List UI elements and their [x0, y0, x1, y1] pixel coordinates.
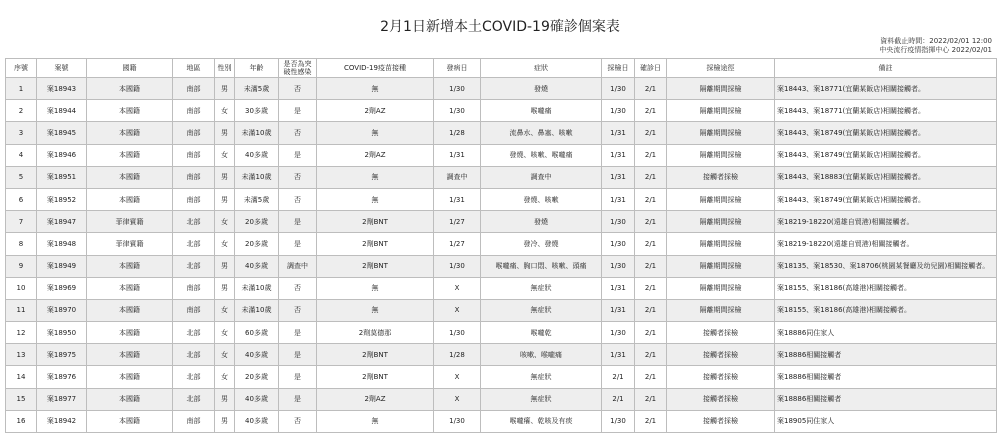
- report-meta: [879, 37, 992, 55]
- table-cell: 是: [279, 144, 317, 166]
- table-cell: 無: [317, 299, 434, 321]
- table-cell: 接觸者採檢: [667, 322, 775, 344]
- table-cell: 未滿10歲: [235, 299, 279, 321]
- table-cell: 案18443、案18749(宜蘭某飯店)相關接觸者。: [775, 122, 997, 144]
- table-cell: 北部: [173, 322, 215, 344]
- table-cell: 男: [215, 255, 235, 277]
- table-row: [6, 144, 997, 166]
- table-cell: 2劑BNT: [317, 211, 434, 233]
- table-cell: 否: [279, 277, 317, 299]
- table-cell: 菲律賓籍: [87, 233, 173, 255]
- table-cell: 20多歲: [235, 211, 279, 233]
- table-cell: 無症狀: [481, 277, 602, 299]
- table-cell: 1/30: [434, 322, 481, 344]
- table-cell: 隔離期間採檢: [667, 211, 775, 233]
- table-row: [6, 255, 997, 277]
- column-header: 性別: [215, 59, 235, 78]
- table-cell: 4: [6, 144, 37, 166]
- table-cell: 咳嗽、喉嚨痛: [481, 344, 602, 366]
- table-cell: 13: [6, 344, 37, 366]
- table-cell: 2劑BNT: [317, 233, 434, 255]
- table-cell: 1/31: [434, 188, 481, 210]
- table-cell: 案18975: [37, 344, 87, 366]
- table-cell: 40多歲: [235, 255, 279, 277]
- column-header: 國籍: [87, 59, 173, 78]
- table-cell: 案18443、案18749(宜蘭某飯店)相關接觸者。: [775, 144, 997, 166]
- table-cell: 北部: [173, 388, 215, 410]
- table-cell: 40多歲: [235, 344, 279, 366]
- table-cell: 案18947: [37, 211, 87, 233]
- table-cell: 未滿5歲: [235, 188, 279, 210]
- table-cell: 1/30: [434, 78, 481, 100]
- table-cell: 隔離期間採檢: [667, 188, 775, 210]
- table-cell: 1/30: [602, 100, 635, 122]
- table-cell: 菲律賓籍: [87, 211, 173, 233]
- column-header: 年齡: [235, 59, 279, 78]
- table-cell: 女: [215, 233, 235, 255]
- table-cell: 無: [317, 410, 434, 432]
- column-header: COVID-19疫苗接種: [317, 59, 434, 78]
- table-cell: 2/1: [635, 166, 667, 188]
- table-cell: 10: [6, 277, 37, 299]
- table-cell: 喉嚨癢、乾咳及有痰: [481, 410, 602, 432]
- table-cell: 是: [279, 388, 317, 410]
- table-cell: 隔離期間採檢: [667, 144, 775, 166]
- table-cell: 南部: [173, 100, 215, 122]
- table-cell: 30多歲: [235, 100, 279, 122]
- table-cell: 未滿10歲: [235, 166, 279, 188]
- table-cell: 隔離期間採檢: [667, 277, 775, 299]
- table-cell: 本國籍: [87, 144, 173, 166]
- table-cell: 2/1: [602, 366, 635, 388]
- table-cell: 是: [279, 211, 317, 233]
- table-row: [6, 322, 997, 344]
- table-cell: 男: [215, 388, 235, 410]
- column-header: 採檢日: [602, 59, 635, 78]
- table-cell: 1/27: [434, 233, 481, 255]
- table-cell: 20多歲: [235, 233, 279, 255]
- table-cell: 案18886同住家人: [775, 322, 997, 344]
- table-cell: 案18944: [37, 100, 87, 122]
- table-cell: 發燒: [481, 211, 602, 233]
- table-cell: 案18219-18220(遠雄自貿港)相關接觸者。: [775, 211, 997, 233]
- table-cell: 男: [215, 78, 235, 100]
- table-cell: 1/31: [602, 188, 635, 210]
- table-cell: 否: [279, 122, 317, 144]
- table-cell: 1/31: [434, 144, 481, 166]
- table-cell: 男: [215, 277, 235, 299]
- table-row: [6, 211, 997, 233]
- table-cell: 女: [215, 344, 235, 366]
- table-row: [6, 277, 997, 299]
- column-header: 備註: [775, 59, 997, 78]
- table-cell: 5: [6, 166, 37, 188]
- table-cell: 2/1: [635, 255, 667, 277]
- table-cell: 無: [317, 277, 434, 299]
- table-cell: 是: [279, 100, 317, 122]
- column-header: 發病日: [434, 59, 481, 78]
- table-cell: 2/1: [602, 388, 635, 410]
- table-cell: 調查中: [434, 166, 481, 188]
- table-cell: 否: [279, 299, 317, 321]
- table-cell: 本國籍: [87, 100, 173, 122]
- table-body: [6, 78, 997, 433]
- table-cell: 案18905同住家人: [775, 410, 997, 432]
- table-cell: 南部: [173, 122, 215, 144]
- table-cell: 南部: [173, 410, 215, 432]
- table-cell: 2劑BNT: [317, 255, 434, 277]
- table-cell: 14: [6, 366, 37, 388]
- table-cell: 11: [6, 299, 37, 321]
- table-cell: 否: [279, 188, 317, 210]
- column-header: 確診日: [635, 59, 667, 78]
- table-row: [6, 366, 997, 388]
- table-cell: 16: [6, 410, 37, 432]
- table-cell: 8: [6, 233, 37, 255]
- table-cell: X: [434, 299, 481, 321]
- table-cell: 本國籍: [87, 122, 173, 144]
- table-cell: 未滿10歲: [235, 122, 279, 144]
- table-cell: 接觸者採檢: [667, 388, 775, 410]
- table-cell: 1: [6, 78, 37, 100]
- table-row: [6, 233, 997, 255]
- table-cell: 1/30: [602, 211, 635, 233]
- table-cell: 是: [279, 366, 317, 388]
- table-cell: 案18942: [37, 410, 87, 432]
- table-cell: X: [434, 277, 481, 299]
- table-cell: 2劑AZ: [317, 100, 434, 122]
- column-header: 採檢途徑: [667, 59, 775, 78]
- table-row: [6, 166, 997, 188]
- table-cell: 6: [6, 188, 37, 210]
- table-cell: 案18135、案18530、案18706(桃園某餐廳及幼兒園)相關接觸者。: [775, 255, 997, 277]
- table-cell: 南部: [173, 277, 215, 299]
- table-cell: 隔離期間採檢: [667, 78, 775, 100]
- table-cell: 女: [215, 211, 235, 233]
- table-cell: 接觸者採檢: [667, 366, 775, 388]
- table-cell: 案18969: [37, 277, 87, 299]
- table-row: [6, 299, 997, 321]
- table-cell: 2/1: [635, 100, 667, 122]
- table-cell: 是: [279, 344, 317, 366]
- table-cell: 2: [6, 100, 37, 122]
- table-cell: 案18948: [37, 233, 87, 255]
- table-row: [6, 122, 997, 144]
- table-cell: 接觸者採檢: [667, 410, 775, 432]
- table-cell: 案18946: [37, 144, 87, 166]
- table-cell: 15: [6, 388, 37, 410]
- table-cell: 女: [215, 144, 235, 166]
- table-cell: 本國籍: [87, 166, 173, 188]
- table-cell: 調查中: [279, 255, 317, 277]
- table-header-row: [6, 59, 997, 78]
- table-cell: 1/28: [434, 122, 481, 144]
- table-cell: 40多歲: [235, 144, 279, 166]
- table-cell: 男: [215, 166, 235, 188]
- table-cell: 案18886相關接觸者: [775, 388, 997, 410]
- table-row: [6, 344, 997, 366]
- table-cell: 南部: [173, 78, 215, 100]
- table-cell: 北部: [173, 233, 215, 255]
- table-cell: 無症狀: [481, 299, 602, 321]
- table-cell: 2/1: [635, 144, 667, 166]
- table-cell: 北部: [173, 211, 215, 233]
- table-cell: 案18951: [37, 166, 87, 188]
- table-row: [6, 410, 997, 432]
- table-cell: 1/30: [602, 78, 635, 100]
- table-cell: 南部: [173, 144, 215, 166]
- table-cell: 案18443、案18883(宜蘭某飯店)相關接觸者。: [775, 166, 997, 188]
- table-cell: 是: [279, 322, 317, 344]
- table-cell: 無: [317, 78, 434, 100]
- column-header: 症狀: [481, 59, 602, 78]
- table-cell: 1/30: [602, 255, 635, 277]
- table-cell: 本國籍: [87, 410, 173, 432]
- table-cell: 1/31: [602, 122, 635, 144]
- table-cell: 1/31: [602, 299, 635, 321]
- table-cell: 1/31: [602, 344, 635, 366]
- table-cell: 無: [317, 122, 434, 144]
- table-cell: 南部: [173, 166, 215, 188]
- table-cell: 2/1: [635, 188, 667, 210]
- table-cell: 1/27: [434, 211, 481, 233]
- table-cell: 否: [279, 410, 317, 432]
- table-cell: 隔離期間採檢: [667, 122, 775, 144]
- table-cell: 9: [6, 255, 37, 277]
- table-cell: 調查中: [481, 166, 602, 188]
- table-cell: 2/1: [635, 410, 667, 432]
- table-cell: 隔離期間採檢: [667, 100, 775, 122]
- table-row: [6, 388, 997, 410]
- table-cell: 發燒: [481, 78, 602, 100]
- table-cell: 無: [317, 188, 434, 210]
- table-cell: 1/30: [434, 410, 481, 432]
- table-cell: 本國籍: [87, 78, 173, 100]
- table-cell: 1/31: [602, 166, 635, 188]
- table-cell: 案18443、案18771(宜蘭某飯店)相關接觸者。: [775, 100, 997, 122]
- table-cell: 隔離期間採檢: [667, 255, 775, 277]
- table-cell: 2/1: [635, 122, 667, 144]
- table-cell: 案18886相關接觸者: [775, 344, 997, 366]
- table-cell: 發冷、發燒: [481, 233, 602, 255]
- table-cell: 1/31: [602, 277, 635, 299]
- table-cell: 2劑莫德那: [317, 322, 434, 344]
- table-cell: 喉嚨痛、胸口悶、咳嗽、頭痛: [481, 255, 602, 277]
- table-cell: 案18219-18220(遠雄自貿港)相關接觸者。: [775, 233, 997, 255]
- table-cell: 2/1: [635, 344, 667, 366]
- table-cell: 1/30: [434, 100, 481, 122]
- table-cell: 南部: [173, 188, 215, 210]
- table-cell: 本國籍: [87, 277, 173, 299]
- table-cell: 隔離期間採檢: [667, 233, 775, 255]
- table-cell: 2/1: [635, 299, 667, 321]
- table-cell: 否: [279, 78, 317, 100]
- data-cutoff-time: 資料截止時間：2022/02/01 12:00: [880, 37, 992, 45]
- table-cell: 北部: [173, 344, 215, 366]
- table-cell: 7: [6, 211, 37, 233]
- table-cell: 喉嚨痛: [481, 100, 602, 122]
- table-cell: 無: [317, 166, 434, 188]
- case-table: [5, 58, 997, 433]
- table-cell: 案18155、案18186(高雄港)相關接觸者。: [775, 277, 997, 299]
- table-cell: 案18976: [37, 366, 87, 388]
- table-cell: 2/1: [635, 277, 667, 299]
- table-cell: X: [434, 366, 481, 388]
- table-cell: 接觸者採檢: [667, 344, 775, 366]
- table-cell: 案18950: [37, 322, 87, 344]
- table-cell: 男: [215, 122, 235, 144]
- table-cell: 案18943: [37, 78, 87, 100]
- table-cell: 本國籍: [87, 299, 173, 321]
- page-title: 2月1日新增本土COVID-19確診個案表: [380, 19, 620, 35]
- table-cell: 本國籍: [87, 255, 173, 277]
- table-cell: 本國籍: [87, 388, 173, 410]
- table-cell: 是: [279, 233, 317, 255]
- table-cell: 無症狀: [481, 366, 602, 388]
- table-cell: 2劑AZ: [317, 388, 434, 410]
- table-cell: X: [434, 388, 481, 410]
- table-cell: 男: [215, 410, 235, 432]
- table-cell: 2劑AZ: [317, 144, 434, 166]
- table-cell: 40多歲: [235, 388, 279, 410]
- table-cell: 40多歲: [235, 410, 279, 432]
- table-cell: 20多歲: [235, 366, 279, 388]
- table-cell: 1/31: [602, 144, 635, 166]
- table-row: [6, 100, 997, 122]
- table-cell: 案18886相關接觸者: [775, 366, 997, 388]
- table-cell: 未滿10歲: [235, 277, 279, 299]
- table-cell: 本國籍: [87, 188, 173, 210]
- table-cell: 案18443、案18749(宜蘭某飯店)相關接觸者。: [775, 188, 997, 210]
- column-header: 序號: [6, 59, 37, 78]
- table-cell: 案18443、案18771(宜蘭某飯店)相關接觸者。: [775, 78, 997, 100]
- table-cell: 否: [279, 166, 317, 188]
- table-cell: 案18155、案18186(高雄港)相關接觸者。: [775, 299, 997, 321]
- table-cell: 案18977: [37, 388, 87, 410]
- table-cell: 2劑BNT: [317, 366, 434, 388]
- table-cell: 3: [6, 122, 37, 144]
- table-cell: 1/30: [602, 410, 635, 432]
- table-cell: 本國籍: [87, 344, 173, 366]
- table-cell: 女: [215, 322, 235, 344]
- table-cell: 案18970: [37, 299, 87, 321]
- table-cell: 案18952: [37, 188, 87, 210]
- table-cell: 本國籍: [87, 322, 173, 344]
- table-cell: 未滿5歲: [235, 78, 279, 100]
- table-cell: 女: [215, 366, 235, 388]
- table-cell: 1/28: [434, 344, 481, 366]
- table-cell: 2/1: [635, 211, 667, 233]
- table-cell: 60多歲: [235, 322, 279, 344]
- column-header: 是否為突破性感染: [279, 59, 317, 78]
- column-header: 案號: [37, 59, 87, 78]
- table-cell: 1/30: [434, 255, 481, 277]
- table-cell: 無症狀: [481, 388, 602, 410]
- table-cell: 2/1: [635, 366, 667, 388]
- table-cell: 隔離期間採檢: [667, 299, 775, 321]
- table-cell: 流鼻水、鼻塞、咳嗽: [481, 122, 602, 144]
- table-cell: 喉嚨乾: [481, 322, 602, 344]
- table-cell: 北部: [173, 366, 215, 388]
- issuing-agency: 中央流行疫情指揮中心 2022/02/01: [879, 46, 992, 54]
- table-cell: 南部: [173, 299, 215, 321]
- table-cell: 1/30: [602, 233, 635, 255]
- table-cell: 發燒、咳嗽: [481, 188, 602, 210]
- table-cell: 案18945: [37, 122, 87, 144]
- table-cell: 發燒、咳嗽、喉嚨痛: [481, 144, 602, 166]
- table-cell: 1/30: [602, 322, 635, 344]
- table-cell: 女: [215, 299, 235, 321]
- table-cell: 女: [215, 100, 235, 122]
- table-cell: 12: [6, 322, 37, 344]
- table-cell: 2/1: [635, 233, 667, 255]
- table-cell: 本國籍: [87, 366, 173, 388]
- table-row: [6, 188, 997, 210]
- table-cell: 2/1: [635, 388, 667, 410]
- table-row: [6, 78, 997, 100]
- table-cell: 北部: [173, 255, 215, 277]
- table-cell: 案18949: [37, 255, 87, 277]
- table-cell: 2/1: [635, 322, 667, 344]
- column-header: 地區: [173, 59, 215, 78]
- table-cell: 2/1: [635, 78, 667, 100]
- table-cell: 接觸者採檢: [667, 166, 775, 188]
- table-cell: 男: [215, 188, 235, 210]
- table-cell: 2劑BNT: [317, 344, 434, 366]
